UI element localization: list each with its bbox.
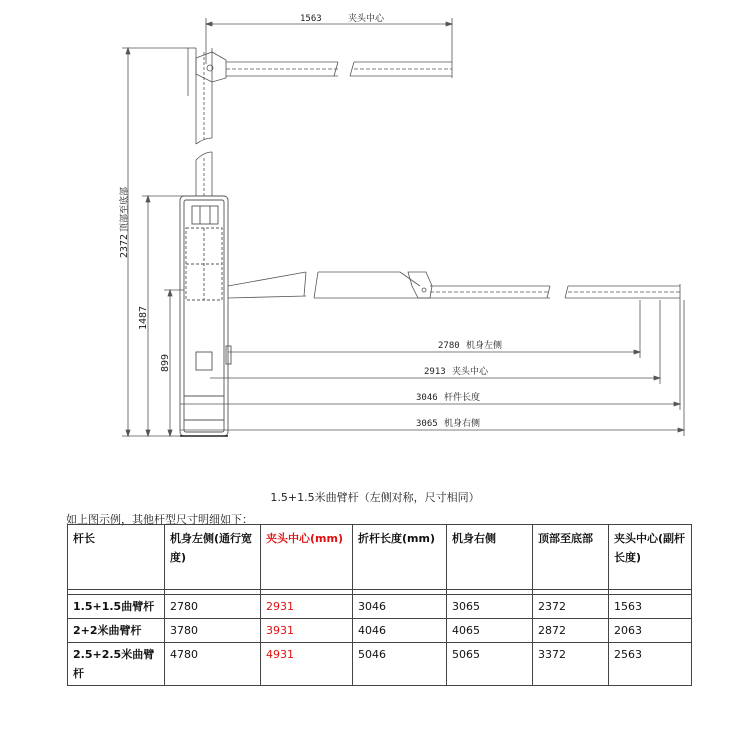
table-cell: 1.5+1.5曲臂杆: [68, 595, 165, 619]
table-cell: 3931: [261, 619, 353, 643]
table-header-0: 杆长: [68, 525, 165, 590]
dim-d1: 2780: [438, 341, 460, 351]
table-cell: 5046: [353, 643, 447, 686]
table-header-row: [68, 525, 692, 590]
table-cell: 2780: [165, 595, 261, 619]
table-header-2: 夹头中心(mm): [261, 525, 353, 590]
table-cell: 2.5+2.5米曲臂杆: [68, 643, 165, 686]
dim-d4-note: 机身右侧: [444, 419, 481, 429]
dim-d2-note: 夹头中心: [452, 367, 489, 377]
dim-d4: 3065: [416, 419, 438, 429]
dim-total-height-note: 顶部至底部: [120, 186, 130, 232]
table-header-3: 折杆长度(mm): [353, 525, 447, 590]
table-cell: 2+2米曲臂杆: [68, 619, 165, 643]
drawing-caption: 1.5+1.5米曲臂杆（左侧对称，尺寸相同）: [270, 491, 480, 504]
dim-top-width-note: 夹头中心: [348, 14, 385, 24]
table-cell: 5065: [447, 643, 533, 686]
table-header-6: 夹头中心(副杆长度): [609, 525, 692, 590]
table-cell: 2931: [261, 595, 353, 619]
dim-d2: 2913: [424, 367, 446, 377]
table-row: [68, 595, 692, 619]
table-header-4: 机身右侧: [447, 525, 533, 590]
dim-height-mid: 1487: [138, 305, 149, 330]
table-cell: 1563: [609, 595, 692, 619]
table-header-5: 顶部至底部: [533, 525, 609, 590]
table-intro: 如上图示例，其他杆型尺寸明细如下：: [66, 513, 253, 526]
table-cell: 4046: [353, 619, 447, 643]
lower-arm: [228, 272, 680, 300]
dim-height-low: 899: [160, 353, 171, 372]
table-cell: 3046: [353, 595, 447, 619]
table-cell: 4780: [165, 643, 261, 686]
top-dimension: [206, 18, 452, 64]
cabinet: [180, 196, 231, 436]
table-cell: 2563: [609, 643, 692, 686]
upper-arm: [196, 52, 452, 82]
dim-d3: 3046: [416, 393, 438, 403]
table-header-1: 机身左侧(通行宽度): [165, 525, 261, 590]
table-cell: 3372: [533, 643, 609, 686]
table-cell: 2063: [609, 619, 692, 643]
table-body: [68, 590, 692, 686]
table-cell: 3780: [165, 619, 261, 643]
table-cell: 3065: [447, 595, 533, 619]
dim-d1-note: 机身左侧: [466, 341, 503, 351]
table-cell: 4065: [447, 619, 533, 643]
table-row: [68, 643, 692, 686]
table-row: [68, 619, 692, 643]
table-cell: 2872: [533, 619, 609, 643]
specs-table: [67, 524, 692, 686]
table-cell: 4931: [261, 643, 353, 686]
table-cell: 2372: [533, 595, 609, 619]
dim-total-height: 2372: [119, 233, 130, 258]
dim-top-width: 1563: [300, 14, 322, 24]
dim-d3-note: 杆件长度: [444, 393, 481, 403]
left-dimensions: [122, 48, 188, 436]
